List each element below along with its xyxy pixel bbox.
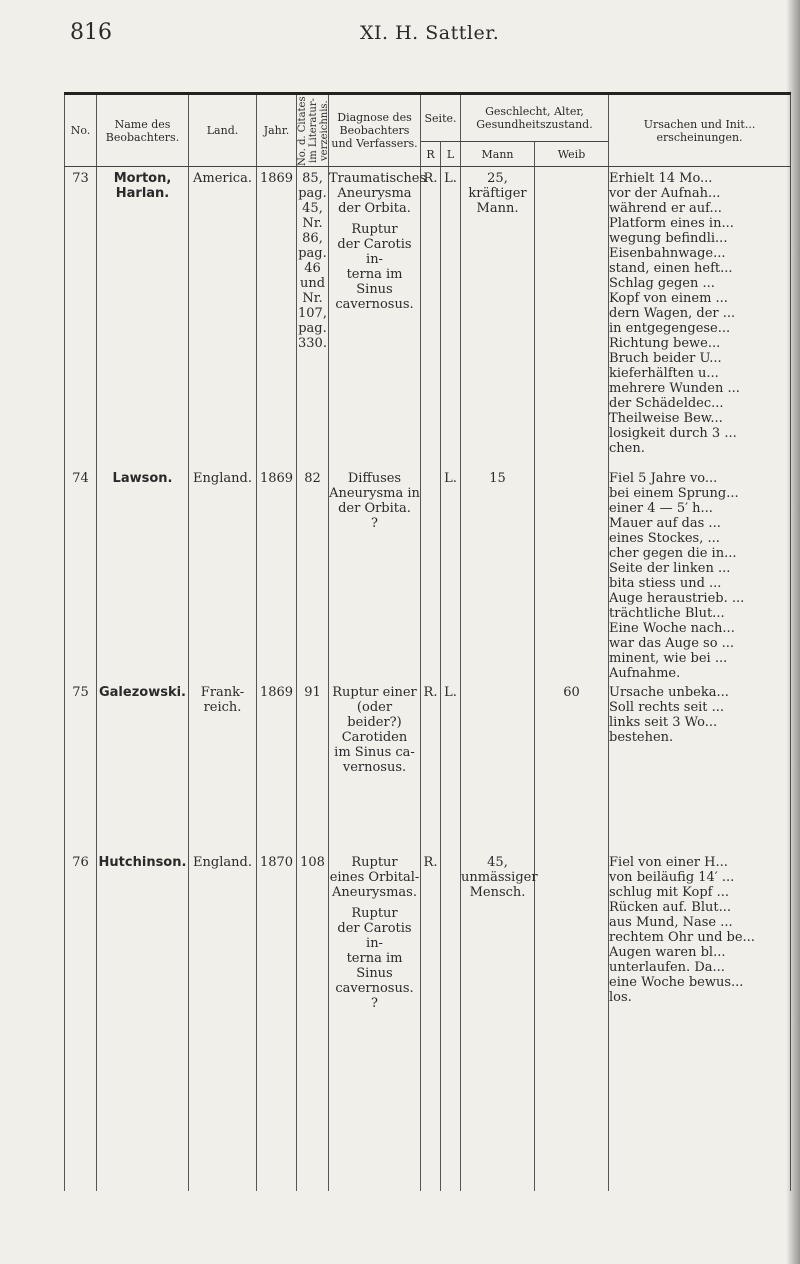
observer-name xyxy=(97,467,189,681)
header-jahr: Jahr. xyxy=(257,94,297,167)
causes-line: unterlaufen. Da... xyxy=(609,959,725,975)
case-row xyxy=(65,681,791,851)
causes-line: vor der Aufnah... xyxy=(609,186,721,201)
case-number: 74 xyxy=(65,467,97,681)
header-name: Name des Beobachters. xyxy=(97,94,189,167)
side-right xyxy=(421,467,441,681)
header-seite-r: R xyxy=(421,142,441,167)
causes-line: aus Mund, Nase ... xyxy=(609,914,733,930)
causes-line: Platform eines in... xyxy=(609,216,734,231)
year: 1869 xyxy=(257,167,297,467)
citation-line: 85, xyxy=(302,171,323,186)
year: 1869 xyxy=(257,467,297,681)
male-info-line: Mann. xyxy=(476,201,519,216)
country-line: Frank- xyxy=(200,684,245,700)
diagnosis-line: vernosus. xyxy=(342,759,407,775)
female-info xyxy=(535,681,609,851)
male-info xyxy=(461,167,535,467)
causes-line: stand, einen heft... xyxy=(609,261,733,276)
causes-line: wegung befindli... xyxy=(609,231,728,246)
diagnosis-line: im Sinus ca- xyxy=(334,744,415,760)
country-line: England. xyxy=(193,470,252,486)
citation-line: 107, xyxy=(298,306,327,321)
header-no: No. xyxy=(65,94,97,167)
diagnosis-line: eines Orbital- xyxy=(329,869,420,885)
citation xyxy=(297,851,329,1191)
causes-line: Mauer auf das ... xyxy=(609,515,721,531)
male-info xyxy=(461,851,538,1191)
header-land: Land. xyxy=(189,94,257,167)
causes-line: Auge heraustrieb. ... xyxy=(609,590,745,606)
diagnosis xyxy=(329,467,421,681)
causes-line: war das Auge so ... xyxy=(609,635,735,651)
observer-name-line: Galezowski. xyxy=(98,684,186,700)
page-number: 816 xyxy=(70,20,112,45)
causes-line: Erhielt 14 Mo... xyxy=(609,171,713,186)
causes-line: Rücken auf. Blut... xyxy=(609,899,731,915)
diagnosis-line: Traumatisches xyxy=(329,171,427,186)
header-citat: No. d. Citates im Literatur-verzeichnis. xyxy=(297,94,329,167)
country xyxy=(189,167,257,467)
diagnosis xyxy=(329,681,421,851)
country-line: America. xyxy=(193,171,252,186)
female-info-line: 60 xyxy=(563,684,580,700)
observer-name-line: Lawson. xyxy=(112,470,173,486)
observer-name xyxy=(97,681,189,851)
causes-line: mehrere Wunden ... xyxy=(609,381,740,396)
case-number: 76 xyxy=(65,851,97,1191)
case-number: 73 xyxy=(65,167,97,467)
causes-line: Augen waren bl... xyxy=(609,944,726,960)
male-info-line: 25, xyxy=(487,171,508,186)
causes-line: Soll rechts seit ... xyxy=(609,699,725,715)
diagnosis-line: Ruptur xyxy=(351,854,398,870)
causes-line: der Schädeldec... xyxy=(609,396,724,411)
header-seite: Seite. xyxy=(421,94,461,142)
diagnosis-line: ? xyxy=(371,995,378,1011)
causes-line: trächtliche Blut... xyxy=(609,605,725,621)
male-info-line: Mensch. xyxy=(469,884,526,900)
citation-line: 82 xyxy=(304,470,321,486)
causes-line: rechtem Ohr und be... xyxy=(609,929,755,945)
causes-line: Eine Woche nach... xyxy=(609,620,735,636)
header-mann: Mann xyxy=(461,142,535,167)
male-info xyxy=(461,681,535,851)
causes-line: Ursache unbeka... xyxy=(609,684,729,700)
diagnosis-line: Ruptur einer xyxy=(332,684,417,700)
case-table xyxy=(64,92,791,1191)
page-edge-shadow xyxy=(786,0,800,1264)
observer-name xyxy=(97,167,189,467)
causes-line: Bruch beider U... xyxy=(609,351,722,366)
case-row xyxy=(65,851,791,1191)
country-line: reich. xyxy=(203,699,242,715)
running-head: XI. H. Sattler. xyxy=(360,22,500,44)
diagnosis-line: der Orbita. xyxy=(338,201,411,216)
citation-line: pag. xyxy=(298,186,327,201)
diagnosis-line: Carotiden xyxy=(341,729,408,745)
causes-line: eine Woche bewus... xyxy=(609,974,744,990)
citation xyxy=(297,467,329,681)
citation-line: 330. xyxy=(298,336,327,351)
citation-line: Nr. xyxy=(302,216,323,231)
causes-line: eines Stockes, ... xyxy=(609,530,720,546)
causes-line: Fiel 5 Jahre vo... xyxy=(609,470,718,486)
header-diagnose: Diagnose des Beobachters und Verfassers. xyxy=(329,94,421,167)
diagnosis-line: cavernosus. xyxy=(335,980,414,996)
diagnosis-line: (oder beider?) xyxy=(347,699,402,730)
citation-line: 86, xyxy=(302,231,323,246)
causes-line: links seit 3 Wo... xyxy=(609,714,718,730)
causes-line: schlug mit Kopf ... xyxy=(609,884,730,900)
case-number: 75 xyxy=(65,681,97,851)
causes xyxy=(609,167,791,467)
citation-line: pag. xyxy=(298,246,327,261)
causes-line: los. xyxy=(609,989,632,1005)
diagnosis-line: Aneurysmas. xyxy=(332,884,417,900)
side-right: R. xyxy=(421,851,441,1191)
header-seite-l: L xyxy=(441,142,461,167)
diagnosis xyxy=(329,851,421,1191)
citation xyxy=(297,681,329,851)
observer-name xyxy=(97,851,189,1191)
citation-line: 108 xyxy=(300,854,325,870)
citation-line: 91 xyxy=(304,684,321,700)
male-info-line: 15 xyxy=(489,470,506,486)
causes-line: Kopf von einem ... xyxy=(609,291,728,306)
citation-line: und xyxy=(299,276,326,291)
diagnosis-line: Ruptur xyxy=(351,905,398,921)
causes-line: von beiläufig 14′ ... xyxy=(609,869,735,885)
observer-name-line: Morton, xyxy=(113,171,172,186)
causes-line: losigkeit durch 3 ... xyxy=(609,426,737,441)
causes-line: bei einem Sprung... xyxy=(609,485,739,501)
page-header xyxy=(0,0,800,80)
female-info xyxy=(535,851,609,1191)
observer-name-line: Hutchinson. xyxy=(98,854,187,870)
causes-line: Schlag gegen ... xyxy=(609,276,715,291)
male-info-line: unmässiger xyxy=(461,869,538,885)
diagnosis-line: der Orbita. xyxy=(338,500,411,516)
observer-name-line: Harlan. xyxy=(115,186,170,201)
country xyxy=(189,681,257,851)
causes-line: Theilweise Bew... xyxy=(609,411,723,426)
diagnosis xyxy=(329,167,427,467)
diagnosis-line: Aneurysma in xyxy=(329,485,420,501)
causes-line: bestehen. xyxy=(609,729,674,745)
female-info xyxy=(535,467,609,681)
male-info-line: 45, xyxy=(487,854,508,870)
causes-line: chen. xyxy=(609,441,645,456)
country xyxy=(189,467,257,681)
citation-line: 45, xyxy=(302,201,323,216)
citation xyxy=(297,167,329,467)
country-line: England. xyxy=(193,854,252,870)
diagnosis-line: ? xyxy=(371,515,378,531)
causes-line: in entgegengese... xyxy=(609,321,731,336)
causes-line: Aufnahme. xyxy=(609,665,681,681)
causes-line: minent, wie bei ... xyxy=(609,650,728,666)
side-right: R. xyxy=(421,167,441,467)
causes-line: bita stiess und ... xyxy=(609,575,722,591)
diagnosis-line: Ruptur xyxy=(351,222,398,237)
side-left: L. xyxy=(441,681,461,851)
causes-line: cher gegen die in... xyxy=(609,545,737,561)
side-right: R. xyxy=(421,681,441,851)
causes-line: einer 4 — 5′ h... xyxy=(609,500,713,516)
case-row xyxy=(65,467,791,681)
diagnosis-line: der Carotis in- xyxy=(337,237,412,267)
diagnosis-line: terna im Sinus xyxy=(346,950,403,981)
causes xyxy=(609,681,791,851)
year: 1869 xyxy=(257,681,297,851)
causes-line: Fiel von einer H... xyxy=(609,854,728,870)
male-info xyxy=(461,467,535,681)
citation-line: pag. xyxy=(298,321,327,336)
female-info xyxy=(535,167,609,467)
causes-line: Seite der linken ... xyxy=(609,560,731,576)
citation-line: Nr. xyxy=(302,291,323,306)
diagnosis-line: cavernosus. xyxy=(335,297,414,312)
male-info-line: kräftiger xyxy=(468,186,527,201)
causes xyxy=(609,467,791,681)
side-left xyxy=(441,851,461,1191)
causes-line: dern Wagen, der ... xyxy=(609,306,736,321)
header-ursachen: Ursachen und Init... erscheinungen. xyxy=(609,94,791,167)
header-geschlecht: Geschlecht, Alter, Gesundheitszustand. xyxy=(461,94,609,142)
diagnosis-line: Aneurysma xyxy=(337,186,412,201)
side-left: L. xyxy=(441,467,461,681)
case-row xyxy=(65,167,791,467)
diagnosis-line: der Carotis in- xyxy=(337,920,412,951)
header-weib: Weib xyxy=(535,142,609,167)
causes xyxy=(609,851,791,1191)
year: 1870 xyxy=(257,851,297,1191)
country xyxy=(189,851,257,1191)
causes-line: Richtung bewe... xyxy=(609,336,721,351)
diagnosis-line: Diffuses xyxy=(347,470,402,486)
causes-line: Eisenbahnwage... xyxy=(609,246,726,261)
diagnosis-line: terna im Sinus xyxy=(346,267,403,297)
citation-line: 46 xyxy=(304,261,321,276)
side-left: L. xyxy=(441,167,461,467)
causes-line: während er auf... xyxy=(609,201,722,216)
causes-line: kieferhälften u... xyxy=(609,366,719,381)
